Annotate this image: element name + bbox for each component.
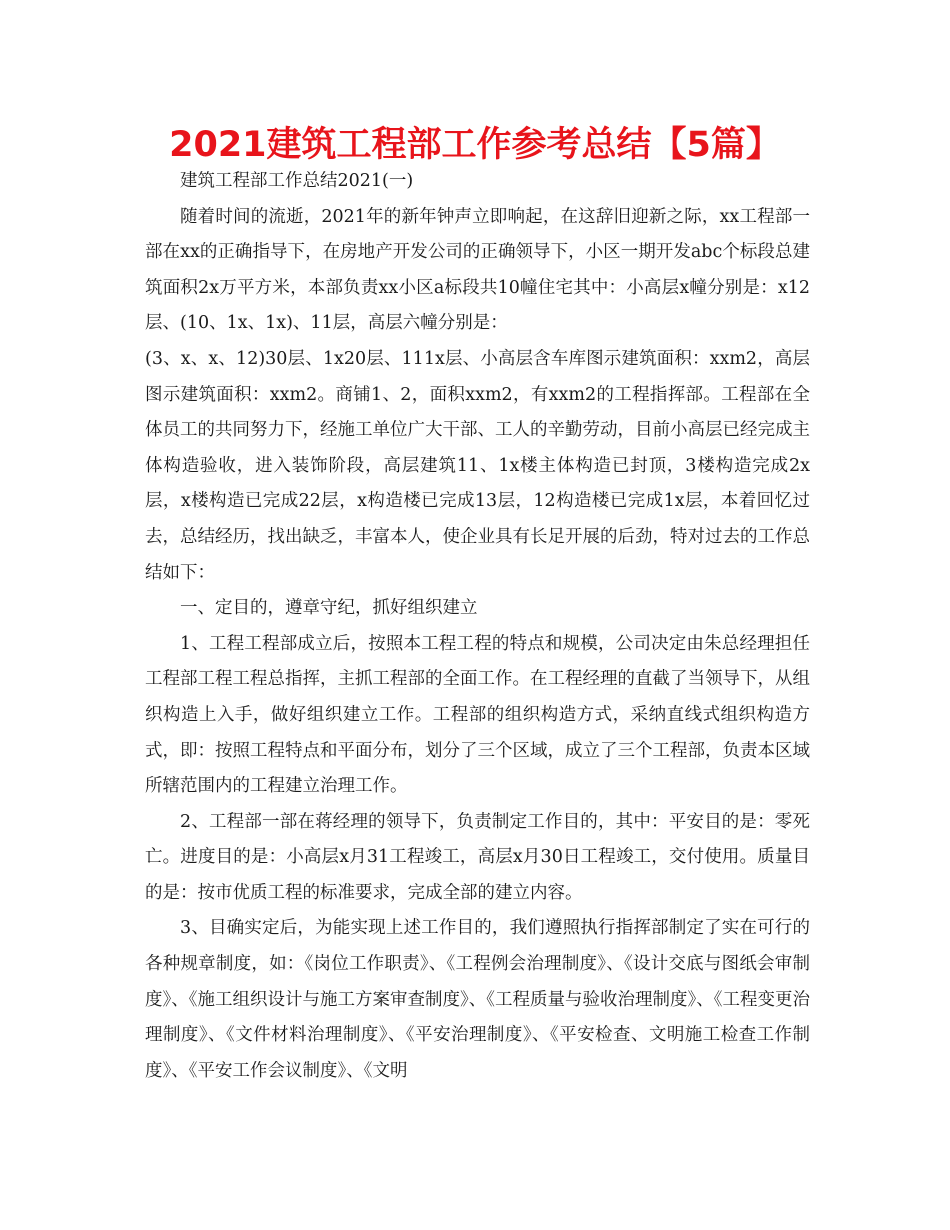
intro-paragraph: 随着时间的流逝，2021年的新年钟声立即响起，在这辞旧迎新之际，xx工程部一部在xx的正确指导下，在房地产开发公司的正确领导下，小区一期开发abc个标段总建筑面积2x万平方米，本部负责xx小区a标段共10幢住宅其中：小高层x幢分别是：x12层、(10、1x、1x)、11层，高层六幢分别是：	[145, 206, 810, 334]
body-paragraph-2: 2、工程部一部在蒋经理的领导下，负责制定工作目的，其中：平安目的是：零死亡。进度目的是：小高层x月31工程竣工，高层x月30日工程竣工，交付使用。质量目的是：按市优质工程的标准要求，完成全部的建立内容。	[145, 811, 810, 903]
body-paragraph-1: 1、工程工程部成立后，按照本工程工程的特点和规模，公司决定由朱总经理担任工程部工程工程总指挥，主抓工程部的全面工作。在工程经理的直截了当领导下，从组织构造上入手，做好组织建立工作。工程部的组织构造方式，采纳直线式组织构造方式，即：按照工程特点和平面分布，划分了三个区域，成立了三个工程部，负责本区域所辖范围内的工程建立治理工作。	[145, 633, 810, 797]
section-heading-paragraph: 建筑工程部工作总结2021(一)	[180, 171, 414, 191]
document-title: 2021建筑工程部工作参考总结【5篇】	[169, 125, 781, 165]
subsection-heading: 一、定目的，遵章守纪，抓好组织建立	[180, 598, 478, 619]
body-paragraph-3: 3、目确实定后，为能实现上述工作目的，我们遵照执行指挥部制定了实在可行的各种规章制度，如：《岗位工作职责》、《工程例会治理制度》、《设计交底与图纸会审制度》、《施工组织设计与施工方案审查制度》、《工程质量与验收治理制度》、《工程变更治理制度》、《文件材料治理制度》、《平安治理制度》、《平安检查、文明施工检查工作制度》、《平安工作会议制度》、《文明	[145, 918, 810, 1081]
intro-continuation-paragraph: (3、x、x、12)30层、1x20层、111x层、小高层含车库图示建筑面积：xxm2，高层图示建筑面积：xxm2。商铺1、2，面积xxm2，有xxm2的工程指挥部。工程部在全体员工的共同努力下，经施工单位广大干部、工人的辛勤劳动，目前小高层已经完成主体构造验收，进入装饰阶段，高层建筑11、1x楼主体构造已封顶，3楼构造完成2x层，x楼构造已完成22层，x构造楼已完成13层，12构造楼已完成1x层，本着回忆过去，总结经历，找出缺乏，丰富本人，使企业具有长足开展的后劲，特对过去的工作总结如下：	[145, 348, 810, 583]
document-body	[145, 164, 810, 1089]
